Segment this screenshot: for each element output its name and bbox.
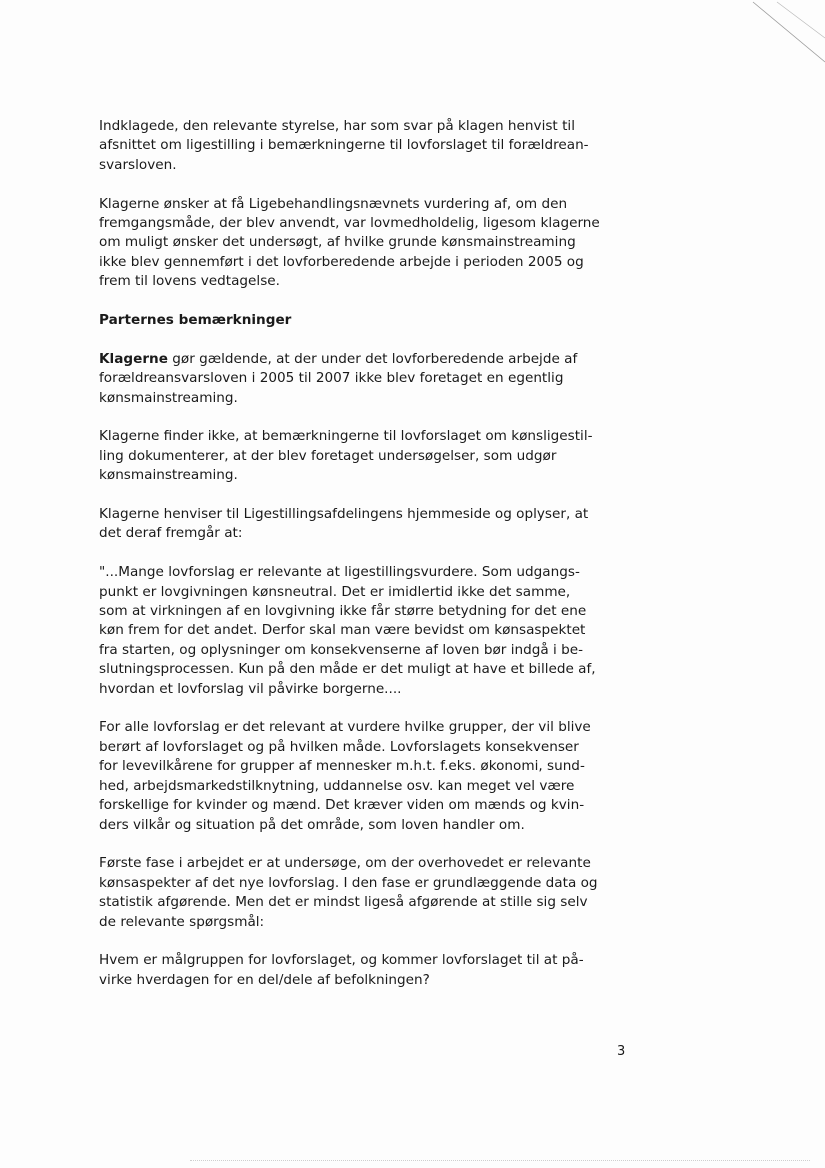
- text-line: kønsaspekter af det nye lovforslag. I den fase er grundlæggende data og: [99, 874, 598, 891]
- text-line: fra starten, og oplysninger om konsekvenserne af loven bør indgå i be-: [99, 641, 583, 658]
- text-line: ling dokumenterer, at der blev foretaget undersøgelser, som udgør: [99, 447, 557, 464]
- bold-party-name: Klagerne: [99, 350, 168, 367]
- paragraph-hvem-er-malgruppen: [99, 951, 629, 990]
- paragraph-klagerne-finder: [99, 427, 629, 485]
- text-line: de relevante spørgsmål:: [99, 913, 265, 930]
- text-line: statistik afgørende. Men det er mindst ligeså afgørende at stille sig selv: [99, 894, 588, 911]
- text-line: svarsloven.: [99, 156, 177, 173]
- text-line: ikke blev gennemført i det lovforberedende arbejde i perioden 2005 og: [99, 253, 584, 270]
- paragraph-for-alle-lovforslag: [99, 718, 629, 834]
- text-line: kønsmainstreaming.: [99, 389, 238, 406]
- text-line: det deraf fremgår at:: [99, 525, 243, 542]
- text-line: som at virkningen af en lovgivning ikke får større betydning for det ene: [99, 603, 587, 620]
- text-line: berørt af lovforslaget og på hvilken måde. Lovforslagets konsekvenser: [99, 738, 579, 755]
- page-number: 3: [617, 1044, 626, 1059]
- text-line: for levevilkårene for grupper af mennesker m.h.t. f.eks. økonomi, sund-: [99, 758, 585, 775]
- text-line: frem til lovens vedtagelse.: [99, 273, 280, 290]
- section-heading: Parternes bemærkninger: [99, 312, 292, 329]
- paragraph-klagerne-henviser: [99, 505, 629, 544]
- text-line: ders vilkår og situation på det område, som loven handler om.: [99, 816, 525, 833]
- text-line: virke hverdagen for en del/dele af befolkningen?: [99, 971, 430, 988]
- text-line: afsnittet om ligestilling i bemærkningerne til lovforslaget til forældrean-: [99, 137, 589, 154]
- text-line: hed, arbejdsmarkedstilknytning, uddannelse osv. kan meget vel være: [99, 777, 575, 794]
- text-line: Indklagede, den relevante styrelse, har som svar på klagen henvist til: [99, 118, 575, 134]
- paragraph-klagerne-gor-gaeldende: [99, 350, 629, 408]
- text-line: Klagerne henviser til Ligestillingsafdelingens hjemmeside og oplyser, at: [99, 506, 589, 523]
- text-line: forskellige for kvinder og mænd. Det kræver viden om mænds og kvin-: [99, 797, 585, 814]
- text-line: om muligt ønsker det undersøgt, af hvilke grunde kønsmainstreaming: [99, 234, 576, 251]
- text-line: hvordan et lovforslag vil påvirke borgerne....: [99, 680, 402, 697]
- text-line: slutningsprocessen. Kun på den måde er det muligt at have et billede af,: [99, 661, 596, 678]
- text-line: "...Mange lovforslag er relevante at ligestillingsvurdere. Som udgangs-: [99, 564, 580, 581]
- scan-corner-fold-lines: [745, 0, 825, 90]
- paragraph-indklagede: [99, 117, 629, 175]
- text-line: forældreansvarsloven i 2005 til 2007 ikke blev foretaget en egentlig: [99, 370, 564, 387]
- text-line: For alle lovforslag er det relevant at vurdere hvilke grupper, der vil blive: [99, 719, 591, 736]
- document-body: [99, 117, 629, 1010]
- text-line: fremgangsmåde, der blev anvendt, var lovmedholdelig, ligesom klagerne: [99, 215, 600, 232]
- text-line: punkt er lovgivningen kønsneutral. Det er imidlertid ikke det samme,: [99, 583, 571, 600]
- paragraph-quote-mange-lovforslag: [99, 563, 629, 699]
- text-run: gør gældende, at der under det lovforberedende arbejde af: [167, 350, 578, 367]
- text-line: Hvem er målgruppen for lovforslaget, og kommer lovforslaget til at på-: [99, 952, 584, 969]
- paragraph-klagerne-onsker: [99, 195, 629, 292]
- scan-noise-line: [190, 1160, 810, 1162]
- text-line: køn frem for det andet. Derfor skal man være bevidst om kønsaspektet: [99, 622, 586, 639]
- text-line: Klagerne finder ikke, at bemærkningerne til lovforslaget om kønsligestil-: [99, 428, 593, 445]
- paragraph-forste-fase: [99, 854, 629, 932]
- text-line: [99, 350, 629, 369]
- text-line: kønsmainstreaming.: [99, 467, 238, 484]
- text-line: Klagerne ønsker at få Ligebehandlingsnævnets vurdering af, om den: [99, 195, 568, 212]
- text-line: Første fase i arbejdet er at undersøge, om der overhovedet er relevante: [99, 855, 591, 872]
